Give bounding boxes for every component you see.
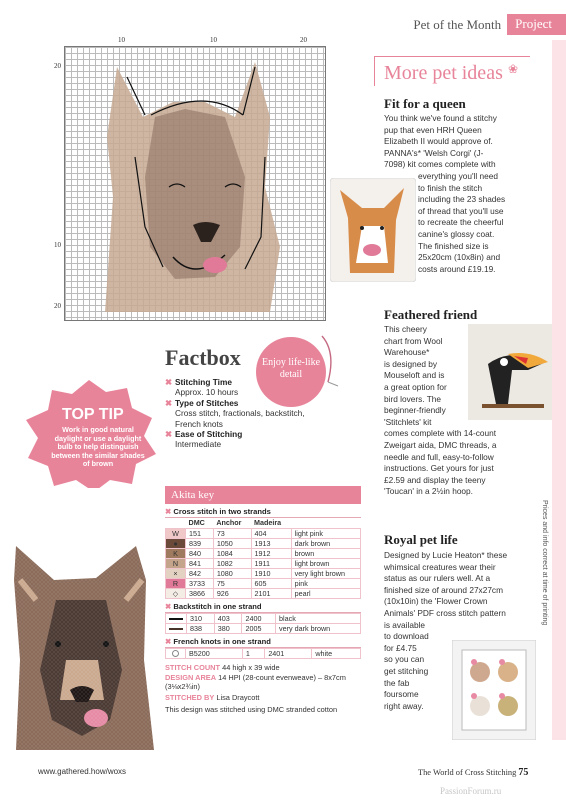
axis-top-label: 10 [118, 36, 125, 44]
key-row: B5200 1 2401 white [166, 648, 361, 658]
key-row: ● 839 1050 1913 dark brown [166, 538, 361, 548]
side-note: Prices and info correct at time of printing [541, 500, 548, 626]
top-tip [14, 378, 164, 488]
royal-body: Designed by Lucie Heaton* these whimsical creatures wear their status as our rulers well. At a finished size of around 27x27cm (10x10in) the 'Flower Crown Animals' PDF cross stitch pattern is available to download for £4.75 so you can get stitching the fab foursome right away. [384, 550, 508, 711]
queen-body: You think we've found a stitchy pup that even HRH Queen Elizabeth II would approve of. PANNA's* 'Welsh Corgi' (J- 7098) kit comes complete with everything you'll need to finish the stitch including the 23 shades of thread that you'll use to recreate the cheerful canine's glossy coat. The finished size is 25x20cm (10x8in) and costs around £19.19. [384, 113, 506, 274]
factbox-item: ✖ Ease of Stitching [165, 429, 243, 440]
stitch-count: STITCH COUNT 44 high x 39 wide [165, 662, 280, 672]
factbox-title: Factbox [165, 345, 241, 370]
feathered-body: This cheery chart from Wool Warehouse* is designed by Mouseloft and is a great option for bird lovers. The beginner-friendly 'Stitchlets' kit comes complete with 14-count Zweigart aida, DMC threads, a needle and full, easy-to-follow instructions. Get yours for just £2.59 and display the teeny 'Toucan' in a 2½in hoop. [384, 324, 497, 497]
factbox-value: Cross stitch, fractionals, backstitch, French knots [175, 408, 305, 429]
factbox-item: ✖ Type of Stitches [165, 397, 239, 408]
thread-note: This design was stitched using DMC stranded cotton [165, 705, 338, 715]
key-row: R 3733 75 605 pink [166, 578, 361, 588]
footer-magazine: The World of Cross Stitching 75 [418, 767, 529, 778]
axis-top-label: 10 [210, 36, 217, 44]
royal-heading: Royal pet life [384, 532, 458, 547]
key-section-knots: ✖ French knots in one strand [165, 637, 361, 648]
top-tip-title: TOP TIP [62, 406, 124, 423]
key-section-cross: ✖ Cross stitch in two strands [165, 507, 361, 518]
key-row: 838 380 2005 very dark brown [166, 623, 361, 633]
watermark: PassionForum.ru [440, 786, 502, 796]
chart-grid [64, 46, 326, 321]
key-row: ◇ 3866 926 2101 pearl [166, 588, 361, 598]
factbox-value: Approx. 10 hours [175, 387, 239, 398]
backstitch-table [165, 613, 361, 634]
paw-icon: ❀ [508, 62, 519, 76]
top-tip-body: Work in good natural daylight or use a daylight bulb to help distinguish between the similar shades of brown [51, 425, 145, 468]
section-tag: Project [507, 14, 566, 35]
stitched-by: STITCHED BY Lisa Draycott [165, 693, 260, 703]
key-row: 310 403 2400 black [166, 613, 361, 623]
section-title: Pet of the Month [413, 16, 502, 32]
cross-stitch-chart [38, 36, 338, 321]
french-knots-table [165, 648, 361, 659]
queen-heading: Fit for a queen [384, 96, 466, 111]
akita-stitched-photo [6, 540, 162, 758]
key-title: Akita key [165, 486, 361, 504]
key-row: × 842 1080 1910 very light brown [166, 568, 361, 578]
dog-chart-illustration [65, 47, 326, 321]
more-ideas-title: More pet ideas [384, 62, 503, 84]
akita-key [165, 486, 361, 715]
cross-stitch-table: DMC Anchor Madeira W 151 73 404 light pink ● 839 1050 1913 dark brown K 840 1084 1912 brown N 841 1082 1911 light brown × 842 1080 1910 very light brown R 3733 75 605 pink ◇ 3866 926 2101 pearl [165, 518, 361, 599]
side-stripe [552, 40, 566, 740]
axis-top-label: 20 [300, 36, 307, 44]
key-row: K 840 1084 1912 brown [166, 548, 361, 558]
flower-crown-animals-photo [452, 640, 536, 740]
axis-left-label: 20 [54, 62, 61, 70]
needle-icon [318, 332, 342, 388]
key-row: W 151 73 404 light pink [166, 528, 361, 538]
enjoy-detail-badge: Enjoy life-like detail [256, 337, 326, 407]
toucan-photo [468, 324, 552, 420]
key-row: N 841 1082 1911 light brown [166, 558, 361, 568]
axis-left-label: 20 [54, 302, 61, 310]
factbox-value: Intermediate [175, 439, 222, 450]
key-section-backstitch: ✖ Backstitch in one strand [165, 602, 361, 613]
feathered-heading: Feathered friend [384, 307, 478, 322]
design-area: DESIGN AREA 14 HPI (28-count evenweave) – 8x7cm (3⅛x2¾in) [165, 672, 346, 691]
axis-left-label: 10 [54, 241, 61, 249]
factbox-item: ✖ Stitching Time [165, 377, 232, 387]
corgi-photo [330, 178, 416, 282]
footer-url: www.gathered.how/woxs [38, 767, 127, 776]
page-header [413, 14, 566, 35]
